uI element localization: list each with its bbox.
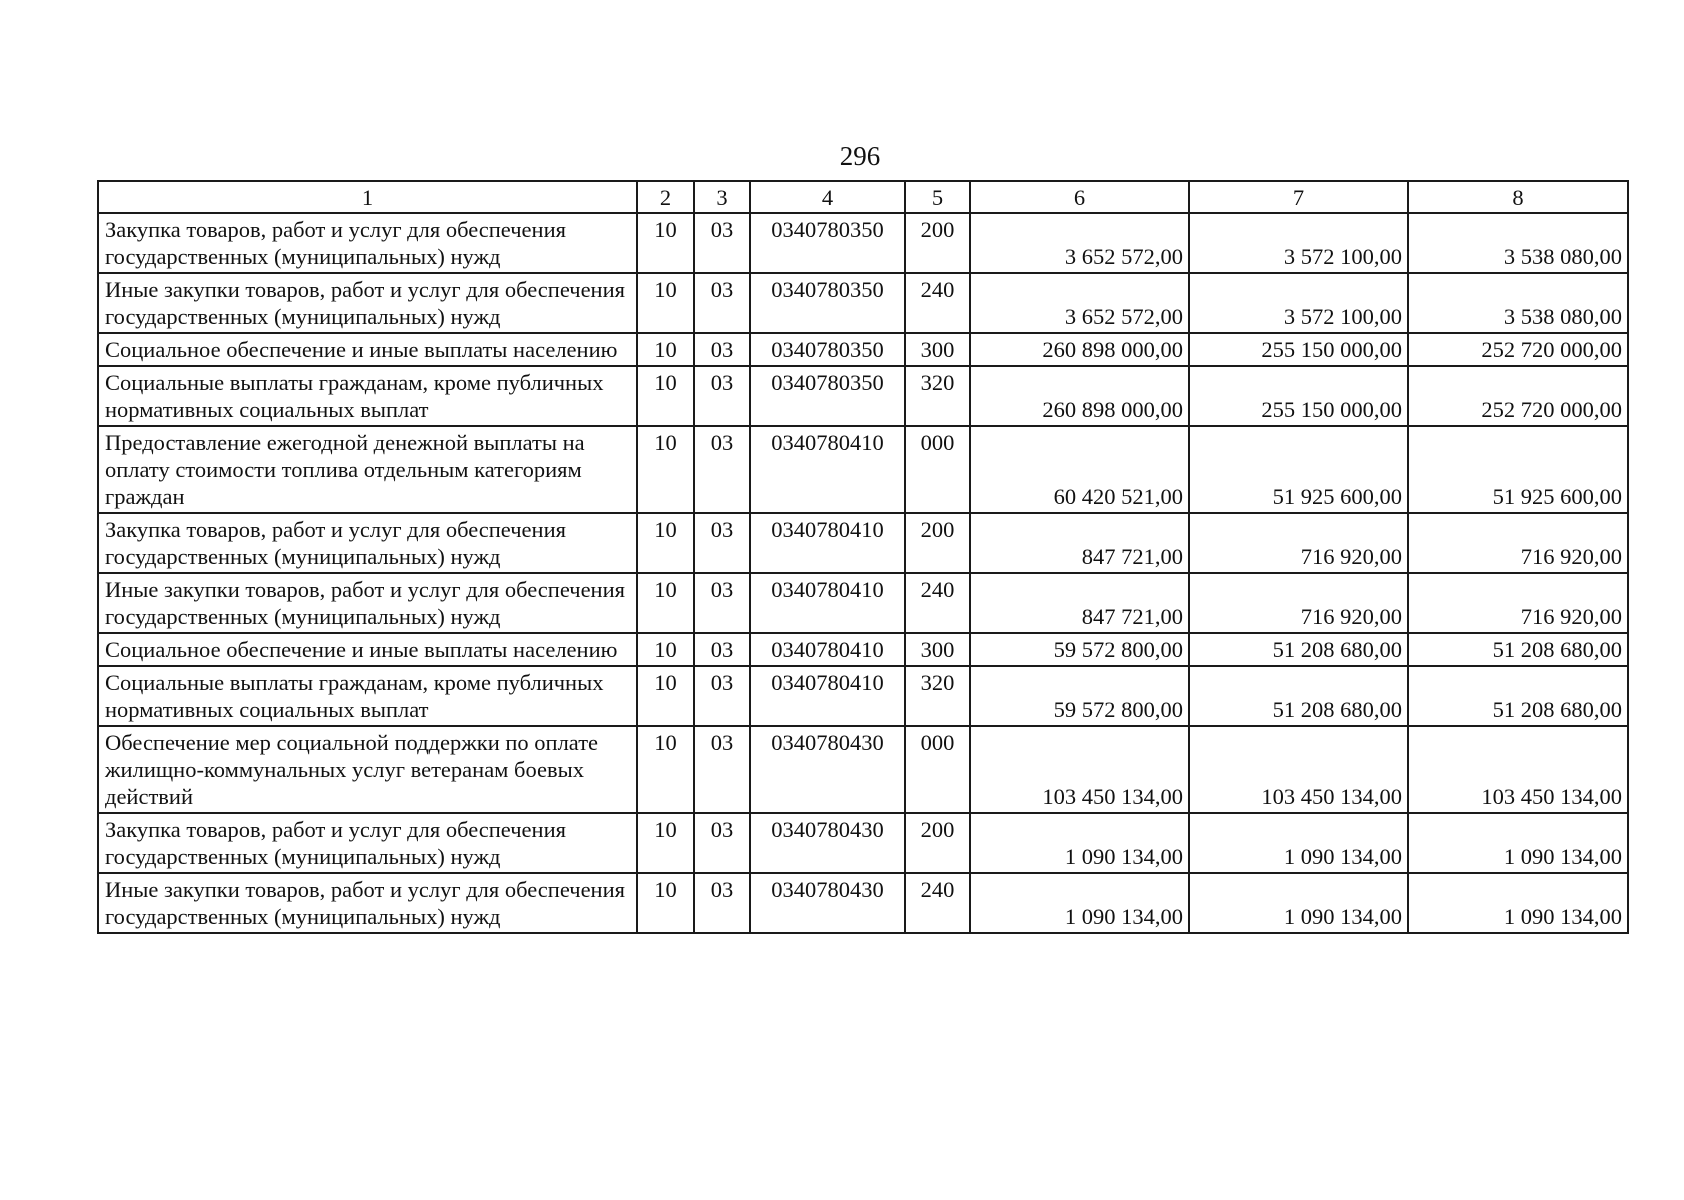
amount-col-7-cell: 3 572 100,00 [1189,273,1408,333]
subsection-code-cell: 03 [694,213,750,273]
header-col-7: 7 [1189,181,1408,213]
expense-type-cell: 240 [905,873,970,933]
subsection-code-cell: 03 [694,813,750,873]
expense-name-cell: Иные закупки товаров, работ и услуг для обеспечения государственных (муниципальных) нужд [98,573,637,633]
table-body [98,213,1628,933]
table-row [98,813,1628,873]
expense-type-cell: 000 [905,426,970,513]
expense-type-cell: 320 [905,666,970,726]
target-article-cell: 0340780410 [750,573,905,633]
amount-col-8-cell: 51 208 680,00 [1408,633,1628,666]
amount-col-7-cell: 51 925 600,00 [1189,426,1408,513]
section-code-cell: 10 [637,873,694,933]
expense-type-cell: 200 [905,213,970,273]
expense-name-cell: Обеспечение мер социальной поддержки по оплате жилищно-коммунальных услуг ветеранам боевых действий [98,726,637,813]
target-article-cell: 0340780410 [750,513,905,573]
section-code-cell: 10 [637,333,694,366]
target-article-cell: 0340780350 [750,366,905,426]
amount-col-7-cell: 255 150 000,00 [1189,366,1408,426]
subsection-code-cell: 03 [694,366,750,426]
target-article-cell: 0340780430 [750,726,905,813]
amount-col-6-cell: 3 652 572,00 [970,213,1189,273]
expense-name-cell: Иные закупки товаров, работ и услуг для обеспечения государственных (муниципальных) нужд [98,873,637,933]
target-article-cell: 0340780410 [750,666,905,726]
expense-type-cell: 300 [905,333,970,366]
amount-col-8-cell: 1 090 134,00 [1408,873,1628,933]
amount-col-6-cell: 59 572 800,00 [970,633,1189,666]
section-code-cell: 10 [637,633,694,666]
table-row [98,366,1628,426]
amount-col-8-cell: 1 090 134,00 [1408,813,1628,873]
section-code-cell: 10 [637,426,694,513]
table-row [98,726,1628,813]
target-article-cell: 0340780350 [750,273,905,333]
table-row [98,333,1628,366]
subsection-code-cell: 03 [694,666,750,726]
amount-col-8-cell: 103 450 134,00 [1408,726,1628,813]
table-row [98,873,1628,933]
section-code-cell: 10 [637,273,694,333]
amount-col-6-cell: 60 420 521,00 [970,426,1189,513]
amount-col-6-cell: 260 898 000,00 [970,333,1189,366]
expense-name-cell: Предоставление ежегодной денежной выплаты на оплату стоимости топлива отдельным категориям граждан [98,426,637,513]
expense-type-cell: 000 [905,726,970,813]
target-article-cell: 0340780350 [750,333,905,366]
section-code-cell: 10 [637,813,694,873]
section-code-cell: 10 [637,366,694,426]
amount-col-8-cell: 51 925 600,00 [1408,426,1628,513]
expense-type-cell: 240 [905,273,970,333]
header-col-1: 1 [98,181,637,213]
subsection-code-cell: 03 [694,333,750,366]
page-number: 296 [839,141,881,171]
amount-col-8-cell: 716 920,00 [1408,513,1628,573]
amount-col-8-cell: 51 208 680,00 [1408,666,1628,726]
amount-col-6-cell: 847 721,00 [970,573,1189,633]
table-row [98,633,1628,666]
amount-col-8-cell: 716 920,00 [1408,573,1628,633]
amount-col-7-cell: 1 090 134,00 [1189,813,1408,873]
section-code-cell: 10 [637,213,694,273]
amount-col-8-cell: 3 538 080,00 [1408,273,1628,333]
header-row [98,181,1628,213]
subsection-code-cell: 03 [694,273,750,333]
budget-table [97,180,1629,934]
table-row [98,213,1628,273]
amount-col-7-cell: 716 920,00 [1189,573,1408,633]
header-col-5: 5 [905,181,970,213]
amount-col-7-cell: 51 208 680,00 [1189,666,1408,726]
expense-name-cell: Закупка товаров, работ и услуг для обеспечения государственных (муниципальных) нужд [98,513,637,573]
target-article-cell: 0340780350 [750,213,905,273]
subsection-code-cell: 03 [694,573,750,633]
subsection-code-cell: 03 [694,513,750,573]
subsection-code-cell: 03 [694,873,750,933]
expense-type-cell: 300 [905,633,970,666]
header-col-8: 8 [1408,181,1628,213]
amount-col-7-cell: 255 150 000,00 [1189,333,1408,366]
section-code-cell: 10 [637,726,694,813]
expense-name-cell: Закупка товаров, работ и услуг для обеспечения государственных (муниципальных) нужд [98,213,637,273]
amount-col-8-cell: 3 538 080,00 [1408,213,1628,273]
amount-col-6-cell: 103 450 134,00 [970,726,1189,813]
table-row [98,273,1628,333]
subsection-code-cell: 03 [694,426,750,513]
amount-col-7-cell: 51 208 680,00 [1189,633,1408,666]
section-code-cell: 10 [637,513,694,573]
expense-type-cell: 200 [905,513,970,573]
subsection-code-cell: 03 [694,726,750,813]
amount-col-6-cell: 847 721,00 [970,513,1189,573]
target-article-cell: 0340780430 [750,873,905,933]
table-row [98,426,1628,513]
amount-col-7-cell: 1 090 134,00 [1189,873,1408,933]
section-code-cell: 10 [637,573,694,633]
amount-col-6-cell: 3 652 572,00 [970,273,1189,333]
header-col-3: 3 [694,181,750,213]
target-article-cell: 0340780410 [750,633,905,666]
expense-name-cell: Социальное обеспечение и иные выплаты населению [98,333,637,366]
expense-type-cell: 240 [905,573,970,633]
expense-name-cell: Социальное обеспечение и иные выплаты населению [98,633,637,666]
amount-col-6-cell: 1 090 134,00 [970,813,1189,873]
target-article-cell: 0340780430 [750,813,905,873]
expense-type-cell: 320 [905,366,970,426]
target-article-cell: 0340780410 [750,426,905,513]
table-header [98,181,1628,213]
header-col-2: 2 [637,181,694,213]
expense-name-cell: Социальные выплаты гражданам, кроме публичных нормативных социальных выплат [98,666,637,726]
table-row [98,513,1628,573]
amount-col-7-cell: 716 920,00 [1189,513,1408,573]
table-row [98,573,1628,633]
expense-type-cell: 200 [905,813,970,873]
section-code-cell: 10 [637,666,694,726]
expense-name-cell: Закупка товаров, работ и услуг для обеспечения государственных (муниципальных) нужд [98,813,637,873]
amount-col-7-cell: 103 450 134,00 [1189,726,1408,813]
header-col-4: 4 [750,181,905,213]
amount-col-7-cell: 3 572 100,00 [1189,213,1408,273]
amount-col-6-cell: 59 572 800,00 [970,666,1189,726]
table-row [98,666,1628,726]
subsection-code-cell: 03 [694,633,750,666]
expense-name-cell: Иные закупки товаров, работ и услуг для обеспечения государственных (муниципальных) нужд [98,273,637,333]
header-col-6: 6 [970,181,1189,213]
expense-name-cell: Социальные выплаты гражданам, кроме публичных нормативных социальных выплат [98,366,637,426]
amount-col-8-cell: 252 720 000,00 [1408,333,1628,366]
amount-col-6-cell: 1 090 134,00 [970,873,1189,933]
amount-col-6-cell: 260 898 000,00 [970,366,1189,426]
amount-col-8-cell: 252 720 000,00 [1408,366,1628,426]
